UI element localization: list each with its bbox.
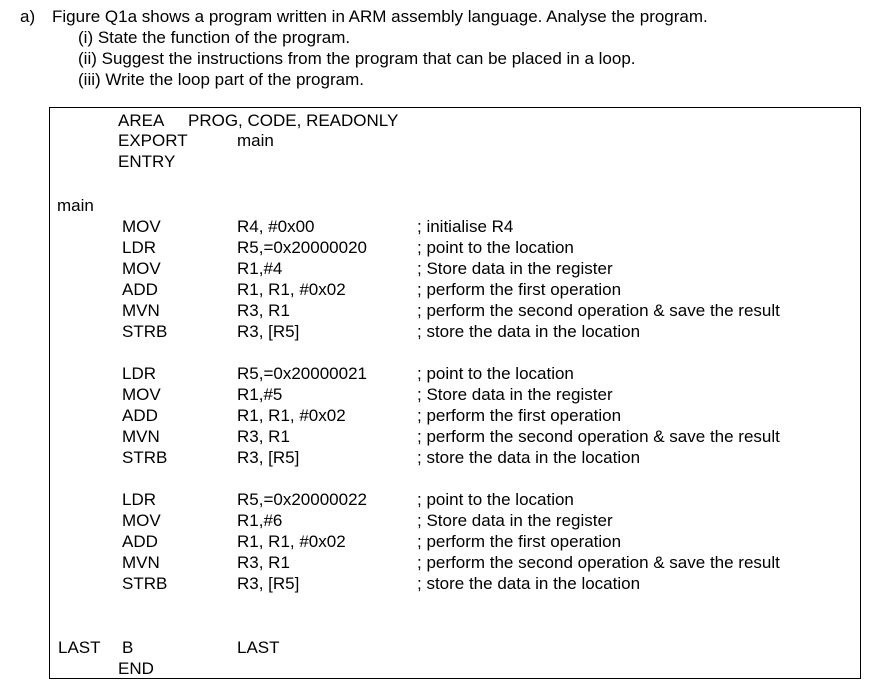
operands: R3, R1 (237, 301, 290, 320)
comment: ; store the data in the location (417, 448, 641, 467)
comment: ; point to the location (417, 238, 574, 257)
operands: R1, R1, #0x02 (237, 532, 346, 551)
comment: ; store the data in the location (417, 322, 641, 341)
instr: ADD (122, 532, 158, 551)
instr: ADD (122, 280, 158, 299)
question-part: (i) State the function of the program. (78, 28, 351, 47)
comment: ; Store data in the register (417, 511, 613, 530)
comment: ; initialise R4 (417, 217, 514, 236)
instr: MOV (122, 217, 161, 236)
comment: ; point to the location (417, 490, 574, 509)
operands: R3, R1 (237, 427, 290, 446)
program-listing (49, 107, 861, 679)
main-label: main (57, 196, 94, 215)
operands: R1,#4 (237, 259, 283, 278)
instr: STRB (122, 448, 168, 467)
comment: ; Store data in the register (417, 259, 613, 278)
question-text (20, 6, 708, 90)
last-label: LAST (58, 638, 101, 657)
header-instr: ENTRY (118, 152, 176, 171)
question-intro (20, 6, 708, 27)
instr: ADD (122, 406, 158, 425)
comment: ; perform the first operation (417, 532, 622, 551)
header-instr: EXPORT (118, 131, 188, 150)
header-operands: PROG, CODE, READONLY (188, 111, 399, 130)
instr: LDR (122, 364, 157, 383)
operands: R5,=0x20000022 (237, 490, 367, 509)
instr: MOV (122, 259, 161, 278)
header-instr: AREA (118, 111, 165, 130)
operands: R3, [R5] (237, 574, 300, 593)
end-directive: END (118, 659, 154, 678)
instr: MOV (122, 511, 161, 530)
operands: R5,=0x20000021 (237, 364, 367, 383)
comment: ; perform the first operation (417, 406, 622, 425)
operands: R4, #0x00 (237, 217, 315, 236)
comment: ; store the data in the location (417, 574, 641, 593)
instr: MVN (122, 553, 160, 572)
operands: R1,#6 (237, 511, 283, 530)
operands: R1,#5 (237, 385, 283, 404)
question-part: (ii) Suggest the instructions from the program that can be placed in a loop. (78, 49, 636, 68)
comment: ; point to the location (417, 364, 574, 383)
operands: R1, R1, #0x02 (237, 280, 346, 299)
comment: ; perform the second operation & save the result (417, 301, 780, 320)
instr: LDR (122, 490, 157, 509)
operands: R5,=0x20000020 (237, 238, 367, 257)
comment: ; Store data in the register (417, 385, 613, 404)
comment: ; perform the second operation & save the result (417, 553, 780, 572)
question-letter: a) (20, 7, 36, 26)
instr: STRB (122, 574, 168, 593)
comment: ; perform the first operation (417, 280, 622, 299)
operands: R3, [R5] (237, 448, 300, 467)
operands: R1, R1, #0x02 (237, 406, 346, 425)
comment: ; perform the second operation & save the result (417, 427, 780, 446)
instr: MOV (122, 385, 161, 404)
last-operand: LAST (237, 638, 280, 657)
question-intro-text: Figure Q1a shows a program written in ARM assembly language. Analyse the program. (52, 7, 708, 26)
instr: MVN (122, 301, 160, 320)
last-instr: B (122, 638, 134, 657)
question-part: (iii) Write the loop part of the program. (78, 70, 364, 89)
instr: MVN (122, 427, 160, 446)
instr: LDR (122, 238, 157, 257)
header-operands: main (237, 131, 274, 150)
instr: STRB (122, 322, 168, 341)
operands: R3, R1 (237, 553, 290, 572)
operands: R3, [R5] (237, 322, 300, 341)
